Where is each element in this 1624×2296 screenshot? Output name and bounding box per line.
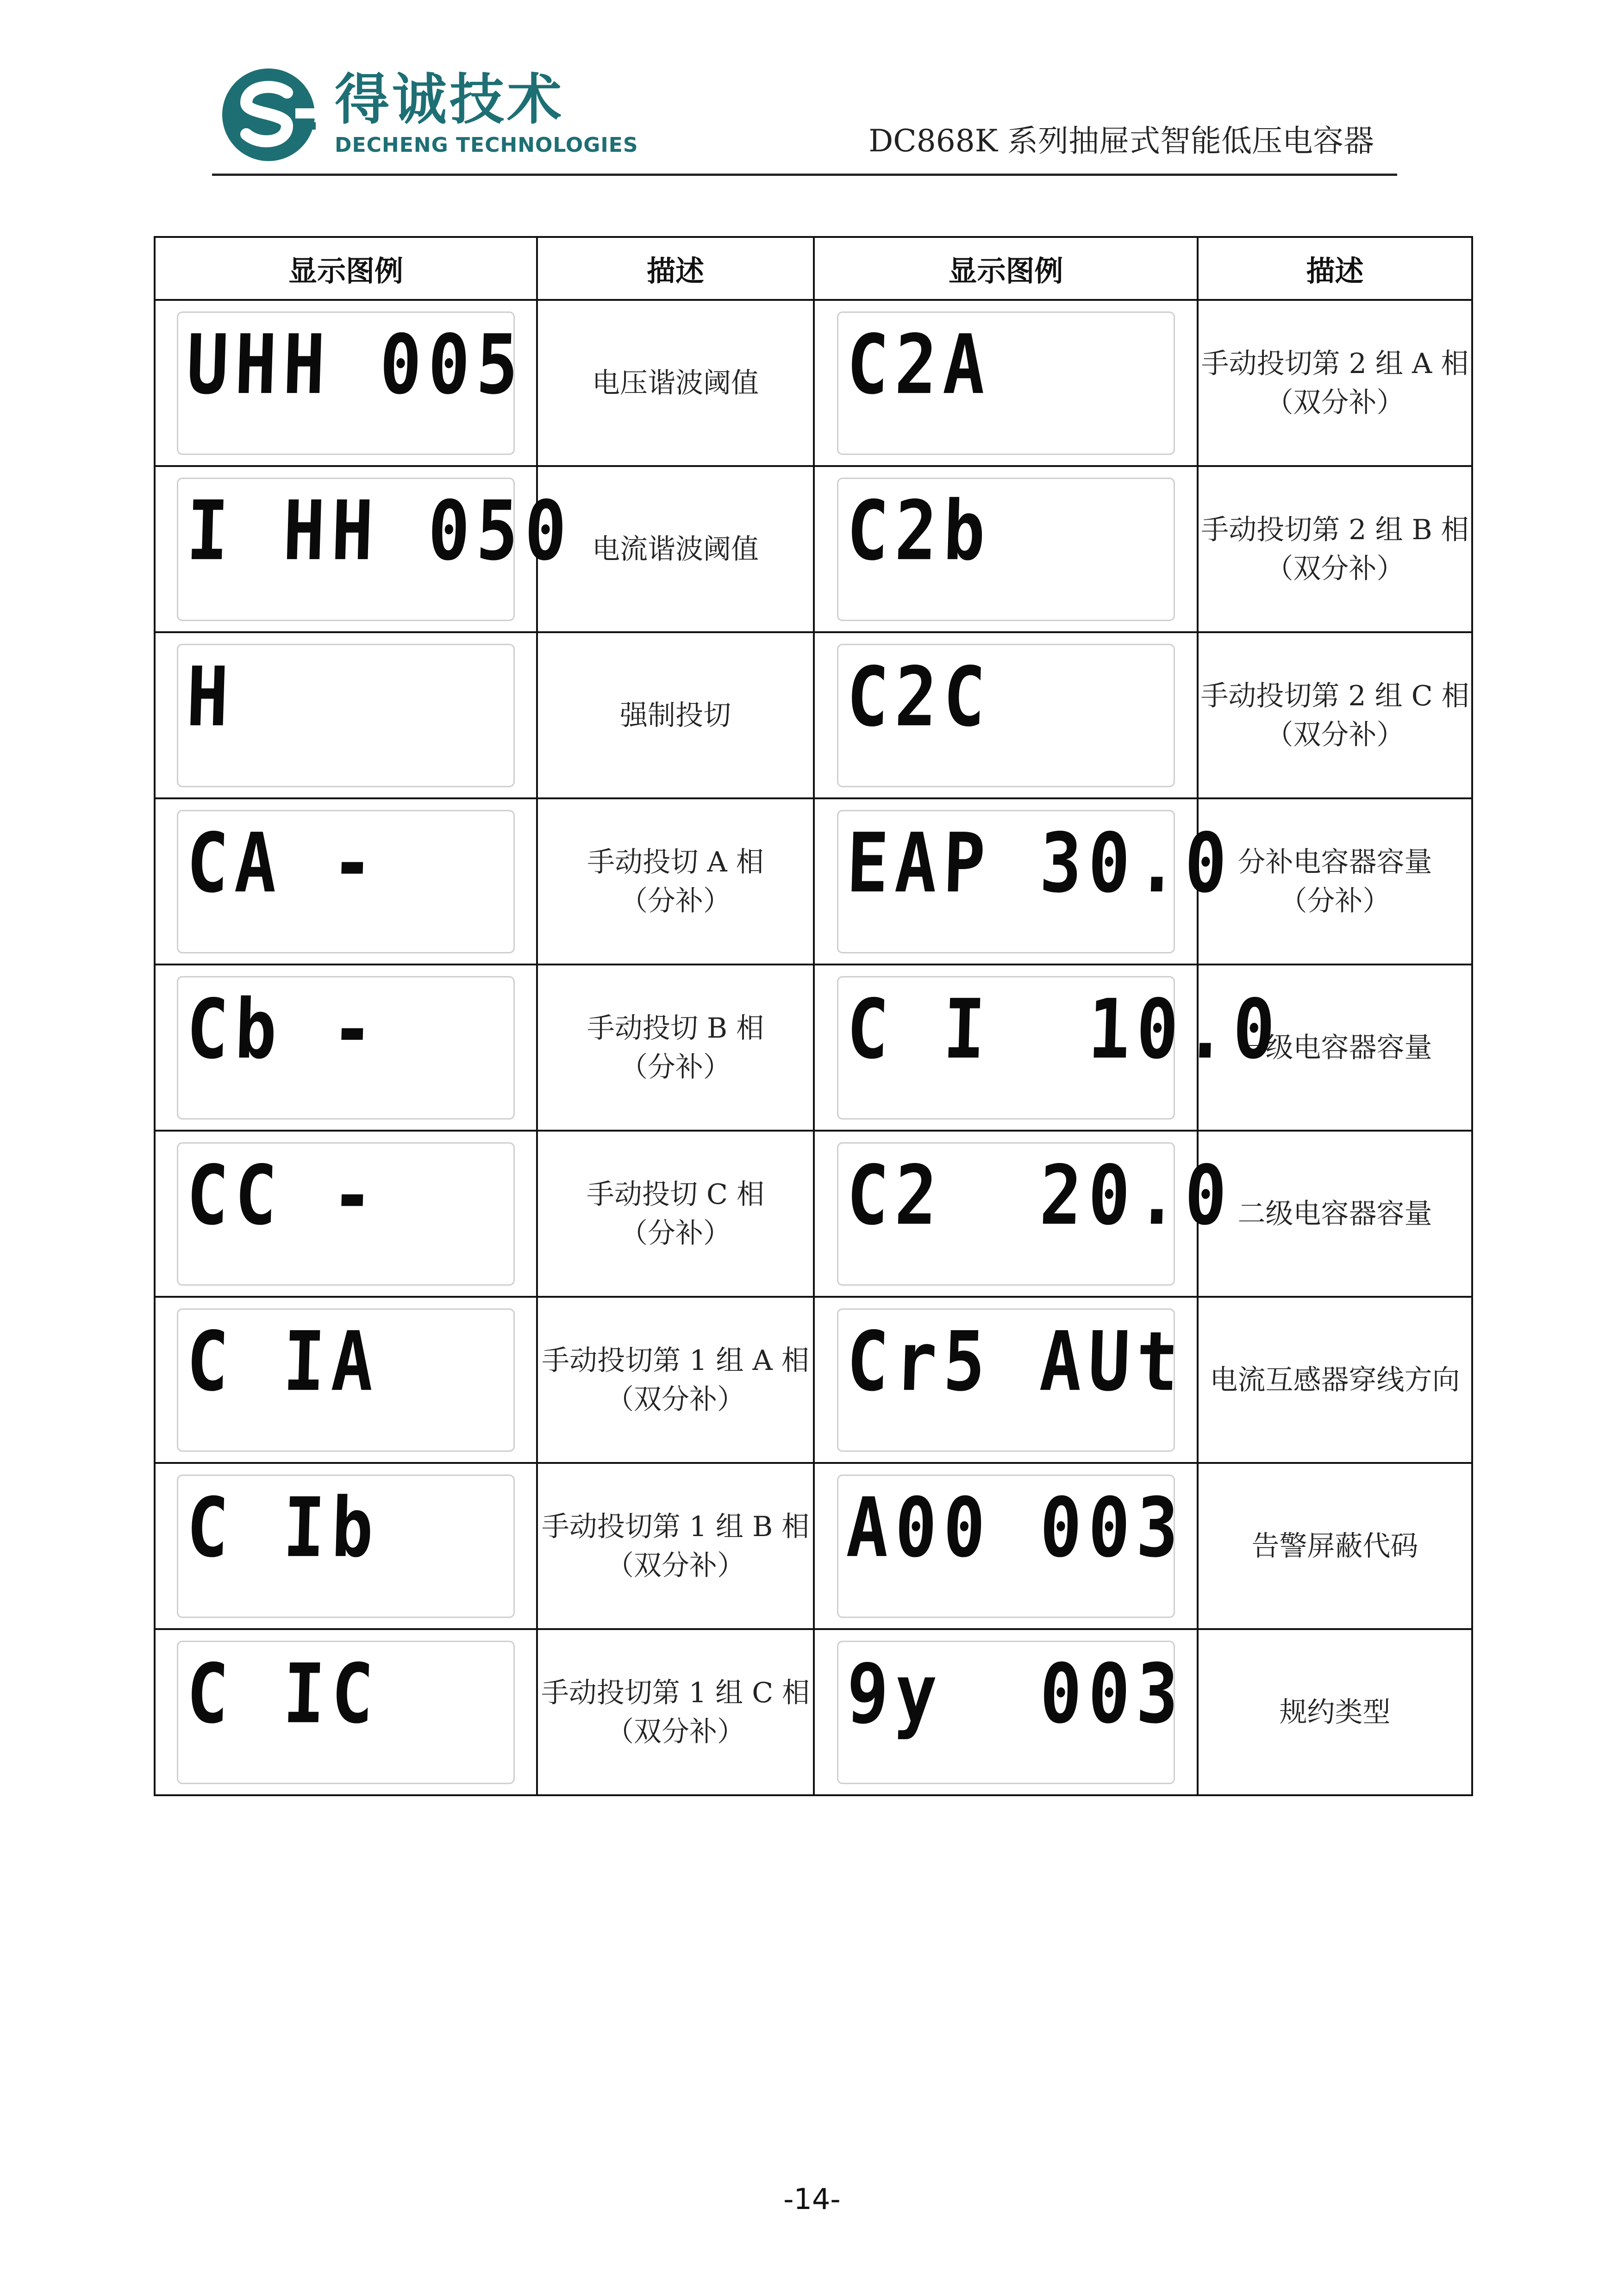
display-cell [155,1629,537,1795]
description-line-1: 手动投切 B 相 [587,1012,764,1045]
description-line-1: 规约类型 [1279,1696,1391,1729]
description-cell [1198,798,1472,964]
description-line-1: 手动投切第 2 组 C 相 [1200,679,1469,712]
lcd-display-text: C2 20.0 [845,1148,1235,1244]
lcd-display-text: UHH 005 [185,317,526,413]
description-line-2: （双分补） [606,1549,745,1582]
description-cell [537,798,814,964]
lcd-display-panel [177,810,515,953]
description-line-2: （双分补） [606,1383,745,1416]
display-cell [155,964,537,1131]
lcd-display-text: A00 003 [845,1480,1186,1576]
display-cell [155,300,537,466]
lcd-display-text: H [185,649,237,745]
header-description-right: 描述 [1198,237,1472,300]
decheng-logo-icon [218,64,319,166]
lcd-display-text: C I 10.0 [845,982,1283,1077]
description-cell [1198,466,1472,632]
description-cell [1198,1297,1472,1463]
table-row [155,632,1472,798]
display-cell [814,466,1198,632]
description-cell [1198,1629,1472,1795]
lcd-display-panel [177,1641,515,1784]
lcd-display-text: CC - [185,1148,381,1244]
brand-name-en: DECHENG TECHNOLOGIES [335,133,638,157]
lcd-display-panel [837,1142,1235,1286]
description-line-1: 二级电容器容量 [1237,1197,1432,1230]
lcd-display-text: Cb - [185,982,381,1077]
display-cell [155,798,537,964]
lcd-display-panel [837,644,1175,787]
brand-block [335,69,638,158]
display-cell [814,1297,1198,1463]
table-row [155,300,1472,466]
display-cell [155,1463,537,1629]
description-line-1: 手动投切第 1 组 A 相 [542,1344,809,1377]
lcd-display-panel [177,976,515,1120]
lcd-display-panel [837,1308,1186,1452]
lcd-display-panel [837,810,1235,953]
description-cell [1198,1463,1472,1629]
lcd-display-text: EAP 30.0 [845,815,1235,911]
display-legend-table [154,236,1473,1796]
table-row [155,1297,1472,1463]
description-line-1: 电流互感器穿线方向 [1210,1363,1460,1396]
description-line-1: 一级电容器容量 [1237,1031,1432,1064]
table-row [155,964,1472,1131]
description-cell [537,1131,814,1297]
page-header [212,60,1397,176]
description-cell [1198,1131,1472,1297]
lcd-display-text: C2b [845,483,993,579]
lcd-display-text: CA - [185,815,381,911]
display-cell [155,1131,537,1297]
lcd-display-panel [837,311,1175,455]
document-title: DC868K 系列抽屉式智能低压电容器 [868,123,1374,159]
lcd-display-panel [837,478,1175,621]
description-line-2: （双分补） [606,1715,745,1748]
table-row [155,798,1472,964]
header-display-legend-left: 显示图例 [155,237,537,300]
lcd-display-panel [177,311,526,455]
description-cell [537,964,814,1131]
display-cell [155,466,575,632]
description-cell [537,1297,814,1463]
description-cell [537,1629,814,1795]
lcd-display-panel [837,1641,1186,1784]
description-line-2: （分补） [620,1217,731,1250]
description-line-2: （分补） [620,884,731,917]
display-cell [814,1131,1235,1297]
display-cell [814,632,1198,798]
lcd-display-panel [177,1142,515,1286]
display-cell [814,300,1198,466]
lcd-display-text: C IA [185,1314,381,1410]
lcd-display-panel [837,976,1283,1120]
header-display-legend-right: 显示图例 [814,237,1198,300]
lcd-display-panel [177,478,575,621]
description-line-2: （双分补） [1265,386,1405,419]
table-header-row [155,237,1472,300]
description-line-1: 手动投切第 1 组 B 相 [541,1510,810,1543]
lcd-display-text: Cr5 AUt [845,1314,1186,1410]
table-row [155,1629,1472,1795]
lcd-display-text: C IC [185,1646,381,1742]
table-row [155,1463,1472,1629]
description-line-2: （双分补） [1265,552,1405,585]
description-line-2: （分补） [1279,884,1391,917]
description-line-1: 强制投切 [620,699,731,732]
description-line-1: 手动投切第 2 组 A 相 [1201,347,1469,380]
lcd-display-text: C Ib [185,1480,381,1576]
lcd-display-text: C2C [845,649,993,745]
description-cell [537,632,814,798]
display-cell [814,1629,1198,1795]
lcd-display-text: 9y 003 [845,1646,1186,1742]
display-cell [814,1463,1198,1629]
table-body [155,300,1472,1795]
description-line-1: 手动投切第 1 组 C 相 [541,1676,810,1709]
description-cell [1198,300,1472,466]
description-line-2: （双分补） [1265,718,1405,751]
description-line-1: 电流谐波阈值 [592,533,759,566]
lcd-display-panel [177,1308,515,1452]
description-line-1: 告警屏蔽代码 [1251,1530,1418,1562]
header-divider [212,174,1397,176]
page-number: -14- [783,2182,841,2216]
display-cell [814,798,1235,964]
description-cell [1198,632,1472,798]
table-row [155,466,1472,632]
description-cell [537,1463,814,1629]
description-line-1: 手动投切 C 相 [586,1178,765,1211]
description-line-2: （分补） [620,1051,731,1083]
lcd-display-panel [837,1475,1186,1618]
header-description-left: 描述 [537,237,814,300]
display-cell [155,1297,537,1463]
lcd-display-panel [177,1475,515,1618]
table-row [155,1131,1472,1297]
display-cell [814,964,1283,1131]
lcd-display-panel [177,644,515,787]
description-line-1: 手动投切第 2 组 B 相 [1201,513,1469,546]
description-cell [537,300,814,466]
lcd-display-text: C2A [845,317,993,413]
display-cell [155,632,537,798]
description-line-1: 分补电容器容量 [1237,846,1432,878]
brand-name-cn: 得诚技术 [335,68,565,131]
description-line-1: 手动投切 A 相 [587,846,764,878]
lcd-display-text: I HH 050 [185,483,575,579]
description-line-1: 电压谐波阈值 [592,367,759,399]
description-cell [537,466,814,632]
